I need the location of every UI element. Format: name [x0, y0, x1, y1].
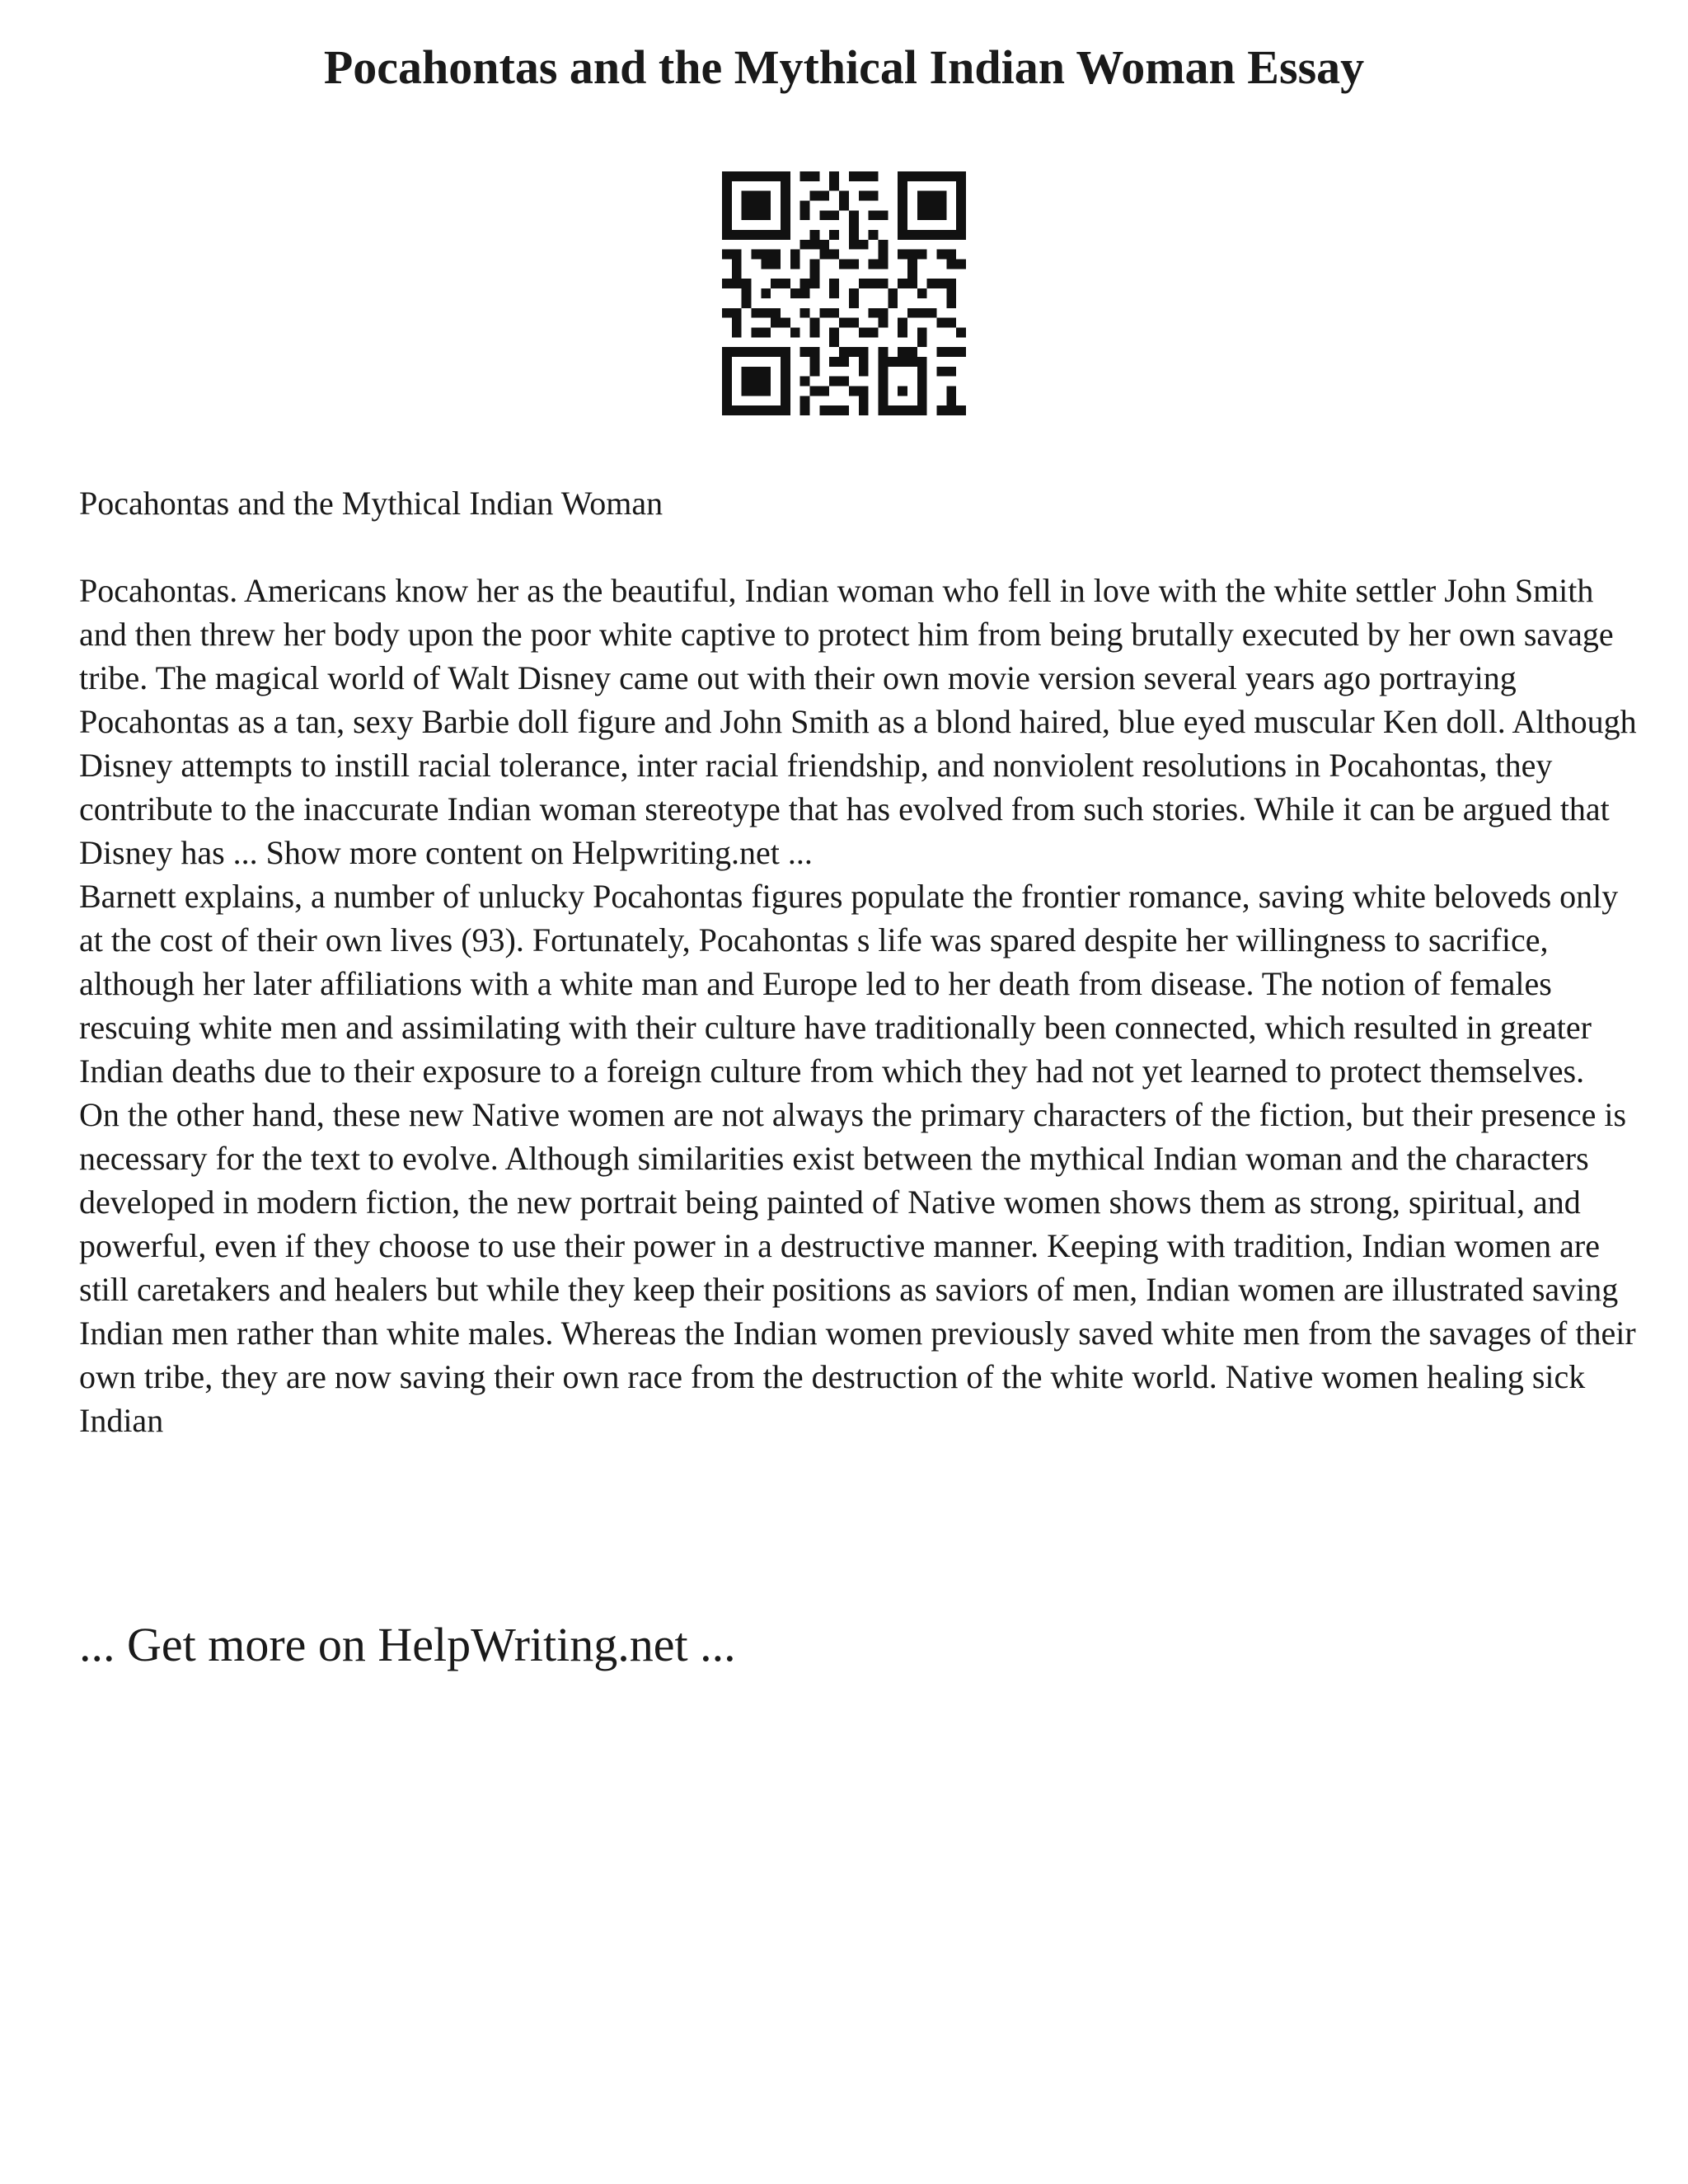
essay-paragraph: Barnett explains, a number of unlucky Pocahontas figures populate the frontier romance, saving white beloveds only at the cost of their own lives (93). Fortunately, Pocahontas s life was spared despite her willingness to sacrifice, although her later affiliations with a white man and Europe led to her death from disease. The notion of females rescuing white men and assimilating with their culture have traditionally been connected, which resulted in greater Indian deaths due to their exposure to a foreign culture from which they had not yet learned to protect themselves. [79, 878, 1619, 1090]
document-title: Pocahontas and the Mythical Indian Woman Essay [323, 40, 1365, 94]
qr-code-icon [722, 171, 966, 415]
get-more-link[interactable]: ... Get more on HelpWriting.net ... [79, 1618, 736, 1671]
essay-paragraph: Pocahontas. Americans know her as the beautiful, Indian woman who fell in love with the white settler John Smith and then threw her body upon the poor white captive to protect him from being brutally executed by her own savage tribe. The magical world of Walt Disney came out with their own movie version several years ago portraying Pocahontas as a tan, sexy Barbie doll figure and John Smith as a blond haired, blue eyed muscular Ken doll. Although Disney attempts to instill racial tolerance, inter racial friendship, and nonviolent resolutions in Pocahontas, they contribute to the inaccurate Indian woman stereotype that has evolved from such stories. While it can be argued that Disney has ... Show more content on Helpwriting.net ... [79, 572, 1637, 871]
essay-body [79, 569, 1637, 1442]
essay-paragraph: On the other hand, these new Native women are not always the primary characters of the fiction, but their presence is necessary for the text to evolve. Although similarities exist between the mythical Indian woman and the characters developed in modern fiction, the new portrait being painted of Native women shows them as strong, spiritual, and powerful, even if they choose to use their power in a destructive manner. Keeping with tradition, Indian women are still caretakers and healers but while they keep their positions as saviors of men, Indian women are illustrated saving Indian men rather than white males. Whereas the Indian women previously saved white men from the savages of their own tribe, they are now saving their own race from the destruction of the white world. Native women healing sick Indian [79, 1096, 1636, 1439]
qr-code-graphic [722, 171, 966, 415]
essay-subtitle: Pocahontas and the Mythical Indian Woman [79, 485, 663, 522]
